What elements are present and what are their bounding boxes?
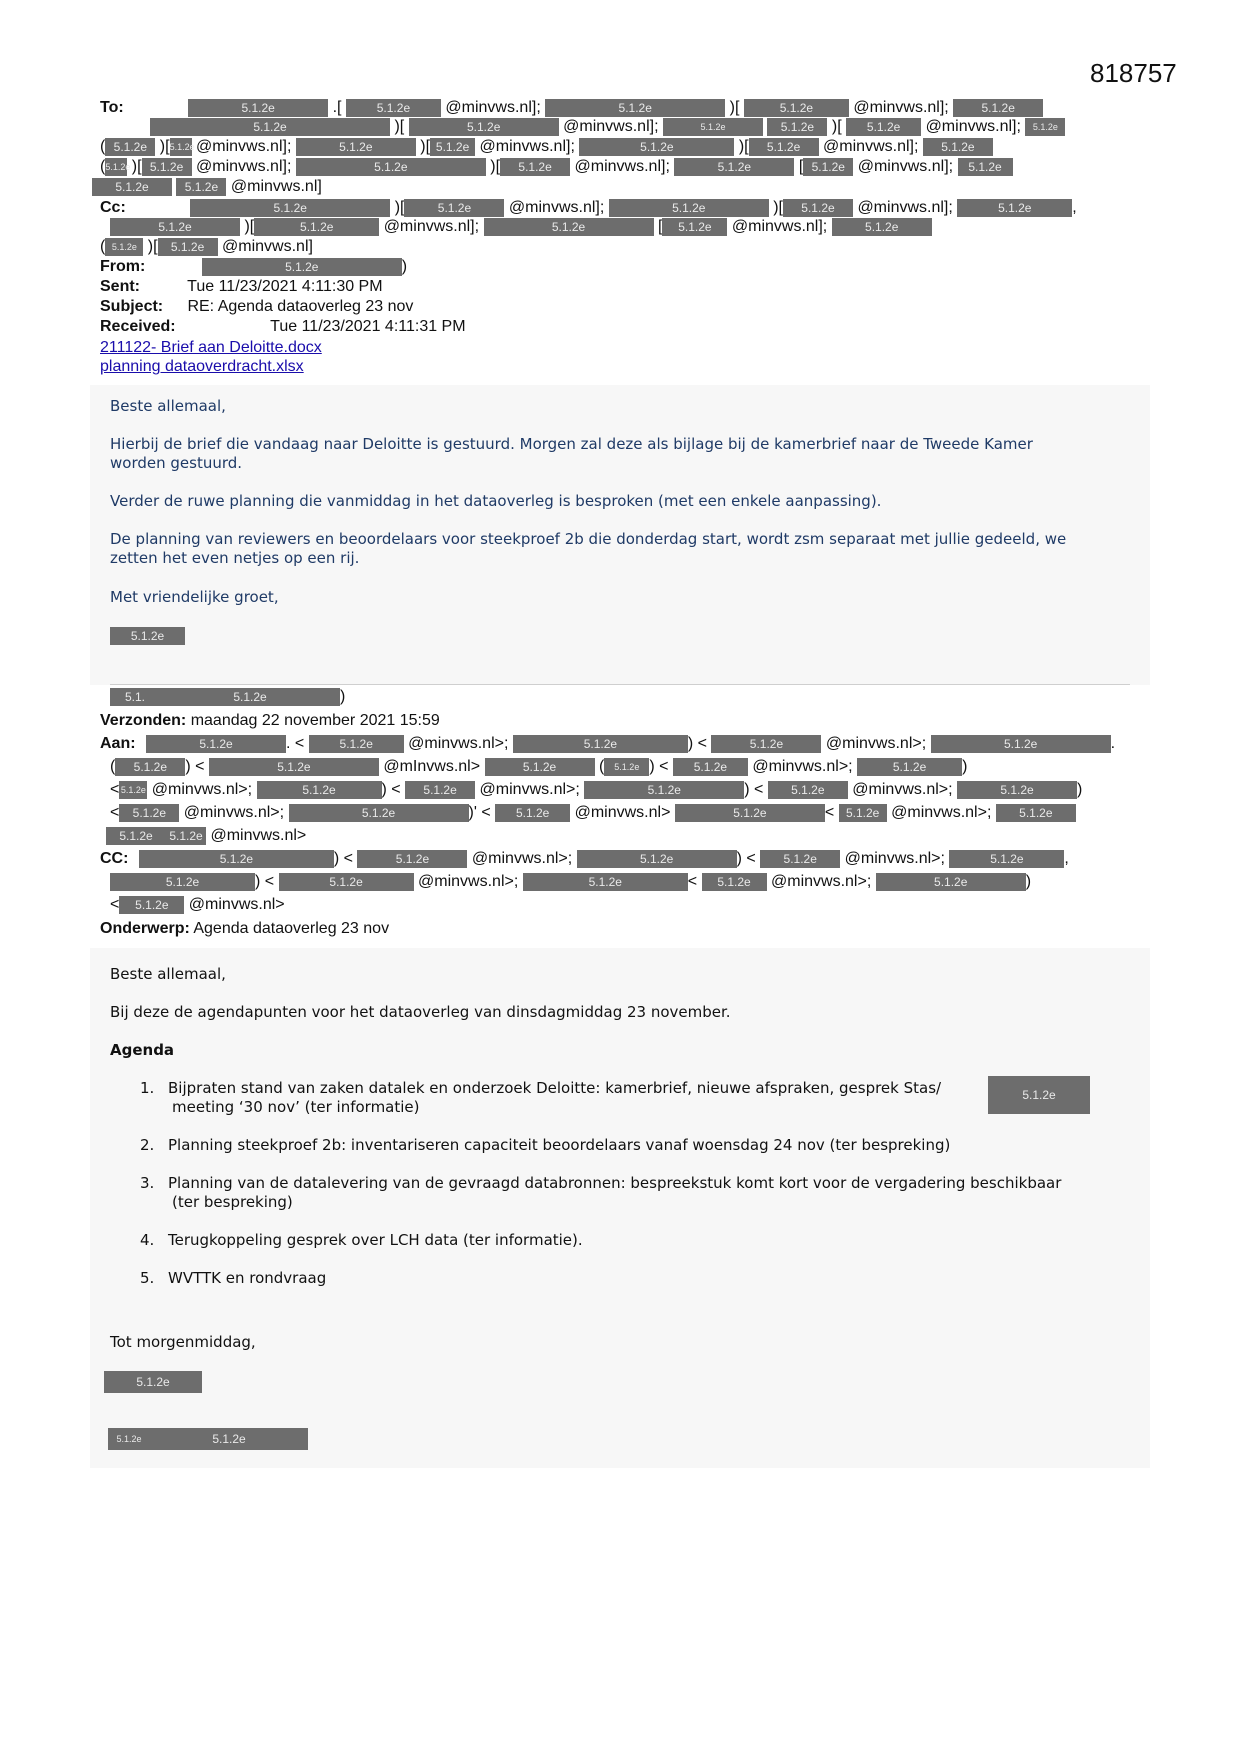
email1-paragraph-1: Hierbij de brief die vandaag naar Deloitte is gestuurd. Morgen zal deze als bijlage bij de kamerbrief naar de Tweede Kamer bbox=[110, 435, 1033, 453]
redaction: 5.1.2e bbox=[675, 804, 825, 822]
redaction: 5.1.2e bbox=[484, 218, 654, 236]
redaction: 5.1.2e bbox=[949, 850, 1064, 868]
redaction: 5.1.2e bbox=[405, 781, 475, 799]
aan-line-4: < 5.1.2e @minvws.nl>; 5.1.2e )' < 5.1.2e @minvws.nl> 5.1.2e < 5.1.2e @minvws.nl>; 5.1.2e bbox=[110, 804, 1076, 822]
agenda-title: Agenda bbox=[110, 1041, 175, 1059]
subject-label: Subject: bbox=[100, 298, 164, 315]
email2-greeting: Beste allemaal, bbox=[110, 965, 226, 983]
to-label: To: bbox=[100, 99, 124, 117]
agenda-item-3 bbox=[140, 1174, 1061, 1193]
redaction: 5.1.2e bbox=[170, 138, 192, 156]
verzonden-label: Verzonden: bbox=[100, 712, 187, 729]
redaction: 5.1.2e bbox=[166, 827, 206, 845]
redaction: 5.1.2e bbox=[485, 758, 595, 776]
email2-signature bbox=[104, 1371, 202, 1393]
redaction: 5.1.2e bbox=[957, 199, 1072, 217]
redaction: 5.1.2e bbox=[188, 99, 328, 117]
redaction: 5.1.2e bbox=[931, 735, 1111, 753]
redaction: 5.1.2e bbox=[104, 1371, 202, 1393]
redaction: 5.1.2e bbox=[139, 850, 334, 868]
to-line-3: ( 5.1.2e )[5.1.2e @minvws.nl]; 5.1.2e )[ 5.1.2e @minvws.nl]; 5.1.2e )[ 5.1.2e @minvws.nl]; 5.1.2e bbox=[100, 138, 993, 156]
aan-line-3: <5.1.2e @minvws.nl>; 5.1.2e ) < 5.1.2e @minvws.nl>; 5.1.2e ) < 5.1.2e @minvws.nl>; 5.1.2e ) bbox=[110, 781, 1083, 799]
email1-paragraph-3-cont: zetten het even netjes op een rij. bbox=[110, 549, 360, 567]
redaction: 5.1.2e bbox=[702, 873, 767, 891]
redaction: 5.1.2e bbox=[545, 99, 725, 117]
sent-line bbox=[100, 278, 383, 296]
agenda-item-1 bbox=[140, 1079, 941, 1098]
redaction: 5.1.2e bbox=[146, 735, 286, 753]
agenda-item-5 bbox=[140, 1269, 326, 1288]
agenda-item-text: Planning steekproef 2b: inventariseren capaciteit beoordelaars vanaf woensdag 24 nov (ter bespreking) bbox=[168, 1136, 951, 1154]
redaction: 5.1.2e bbox=[876, 873, 1026, 891]
agenda-item-text: WVTTK en rondvraag bbox=[168, 1269, 327, 1287]
redaction: 5.1.2e bbox=[92, 178, 172, 196]
redaction: 5.1. bbox=[110, 688, 160, 706]
onderwerp-label: Onderwerp: bbox=[100, 920, 190, 937]
cc2-line-2: 5.1.2e ) < 5.1.2e @minvws.nl>; 5.1.2e < 5.1.2e @minvws.nl>; 5.1.2e ) bbox=[110, 873, 1031, 891]
agenda-item-number: 1. bbox=[140, 1079, 155, 1097]
agenda-item-text: Planning van de datalevering van de gevraagd databronnen: bespreekstuk komt kort voor de vergadering beschikbaar bbox=[168, 1174, 1062, 1192]
document-number: 818757 bbox=[1090, 58, 1177, 88]
redaction: 5.1.2e bbox=[923, 138, 993, 156]
agenda-item-1-redaction bbox=[988, 1076, 1090, 1114]
cc-line-2: 5.1.2e )[ 5.1.2e @minvws.nl]; 5.1.2e [ 5.1.2e @minvws.nl]; 5.1.2e bbox=[110, 218, 932, 236]
redaction: 5.1.2e bbox=[279, 873, 414, 891]
redaction: 5.1.2e bbox=[749, 138, 819, 156]
email2-intro: Bij deze de agendapunten voor het dataoverleg van dinsdagmiddag 23 november. bbox=[110, 1003, 731, 1021]
redaction: 5.1.2e bbox=[523, 873, 688, 891]
agenda-item-3-cont: (ter bespreking) bbox=[172, 1193, 293, 1211]
redaction: 5.1.2e bbox=[176, 178, 226, 196]
from-line-2: 5.1. 5.1.2e ) bbox=[110, 688, 345, 706]
redaction: 5.1.2e bbox=[673, 758, 748, 776]
separator-line bbox=[110, 684, 1130, 685]
redaction: 5.1.2e bbox=[110, 218, 240, 236]
aan-line-1: Aan: 5.1.2e . < 5.1.2e @minvws.nl>; 5.1.2e ) < 5.1.2e @minvws.nl>; 5.1.2e . bbox=[100, 735, 1116, 753]
redaction: 5.1.2e bbox=[209, 758, 379, 776]
redaction: 5.1.2e bbox=[254, 218, 379, 236]
redaction: 5.1.2e bbox=[957, 781, 1077, 799]
redaction: 5.1.2e bbox=[988, 1076, 1090, 1114]
agenda-item-4 bbox=[140, 1231, 583, 1250]
sent-value: Tue 11/23/2021 4:11:30 PM bbox=[187, 278, 383, 295]
redaction: 5.1.2e bbox=[110, 873, 255, 891]
redaction: 5.1.2e bbox=[150, 118, 390, 136]
redaction: 5.1.2e bbox=[150, 1428, 308, 1450]
redaction: 5.1.2e bbox=[409, 118, 559, 136]
received-label: Received: bbox=[100, 318, 176, 335]
redaction: 5.1.2e bbox=[119, 781, 147, 799]
redaction: 5.1.2e bbox=[500, 158, 570, 176]
redaction: 5.1.2e bbox=[105, 158, 127, 176]
redaction: 5.1.2e bbox=[289, 804, 469, 822]
email1-greeting: Beste allemaal, bbox=[110, 397, 226, 415]
redaction: 5.1.2e bbox=[577, 850, 737, 868]
redaction: 5.1.2e bbox=[846, 118, 921, 136]
redaction: 5.1.2e bbox=[609, 199, 769, 217]
redaction: 5.1.2e bbox=[108, 1428, 150, 1450]
redaction: 5.1.2e bbox=[662, 218, 727, 236]
verzonden-value: maandag 22 november 2021 15:59 bbox=[190, 712, 440, 729]
redaction: 5.1.2e bbox=[106, 827, 166, 845]
cc2-line-3: < 5.1.2e @minvws.nl> bbox=[110, 896, 285, 914]
redaction: 5.1.2e bbox=[190, 199, 390, 217]
redaction: 5.1.2e bbox=[674, 158, 794, 176]
redaction: 5.1.2e bbox=[768, 781, 848, 799]
cc-label: Cc: bbox=[100, 199, 126, 217]
redaction: 5.1.2e bbox=[579, 138, 734, 156]
redaction: 5.1.2e bbox=[839, 804, 887, 822]
email1-signature bbox=[110, 627, 185, 645]
agenda-item-number: 5. bbox=[140, 1269, 155, 1287]
email1-paragraph-3: De planning van reviewers en beoordelaars voor steekproef 2b die donderdag start, wordt zsm separaat met jullie gedeeld, we bbox=[110, 530, 1067, 548]
sent-label: Sent: bbox=[100, 278, 140, 295]
agenda-item-number: 3. bbox=[140, 1174, 155, 1192]
redaction: 5.1.2e bbox=[495, 804, 570, 822]
redaction: 5.1.2e bbox=[760, 850, 840, 868]
redaction: 5.1.2e bbox=[309, 735, 404, 753]
redaction: 5.1.2e bbox=[110, 627, 185, 645]
cc2-line-1: CC: 5.1.2e ) < 5.1.2e @minvws.nl>; 5.1.2e ) < 5.1.2e @minvws.nl>; 5.1.2e , bbox=[100, 850, 1069, 868]
cc-line-1: Cc: 5.1.2e )[ 5.1.2e @minvws.nl]; 5.1.2e )[ 5.1.2e @minvws.nl]; 5.1.2e , bbox=[100, 199, 1077, 217]
aan-line-2: ( 5.1.2e ) < 5.1.2e @mInvws.nl> 5.1.2e ( 5.1.2e ) < 5.1.2e @minvws.nl>; 5.1.2e ) bbox=[110, 758, 968, 776]
redaction: 5.1.2e bbox=[119, 896, 184, 914]
to-line-4: (5.1.2e )[ 5.1.2e @minvws.nl]; 5.1.2e )[ 5.1.2e @minvws.nl]; 5.1.2e [ 5.1.2e @minvws.nl]; 5.1.2e bbox=[100, 158, 1013, 176]
redaction: 5.1.2e bbox=[115, 758, 185, 776]
aan-line-5: 5.1.2e 5.1.2e @minvws.nl> bbox=[106, 827, 306, 845]
redaction: 5.1.2e bbox=[357, 850, 467, 868]
redaction: 5.1.2e bbox=[803, 158, 853, 176]
redaction: 5.1.2e bbox=[158, 238, 218, 256]
agenda-item-text: Bijpraten stand van zaken datalek en onderzoek Deloitte: kamerbrief, nieuwe afspraken, gesprek Stas/ bbox=[168, 1079, 942, 1097]
redaction: 5.1.2e bbox=[744, 99, 849, 117]
subject-value: RE: Agenda dataoverleg 23 nov bbox=[187, 298, 414, 315]
to-line-2: 5.1.2e )[ 5.1.2e @minvws.nl]; 5.1.2e 5.1.2e )[ 5.1.2e @minvws.nl]; 5.1.2e bbox=[150, 118, 1065, 136]
email1-paragraph-2: Verder de ruwe planning die vanmiddag in het dataoverleg is besproken (met een enkele aanpassing). bbox=[110, 492, 882, 510]
redaction: 5.1.2e bbox=[202, 258, 402, 276]
email2-closing: Tot morgenmiddag, bbox=[110, 1333, 256, 1351]
received-line bbox=[100, 318, 466, 336]
redaction: 5.1.2e bbox=[430, 138, 475, 156]
to-line-5: 5.1.2e 5.1.2e @minvws.nl] bbox=[92, 178, 322, 196]
email1-closing: Met vriendelijke groet, bbox=[110, 588, 279, 606]
agenda-item-number: 4. bbox=[140, 1231, 155, 1249]
redaction: 5.1.2e bbox=[296, 138, 416, 156]
redaction: 5.1.2e bbox=[663, 118, 763, 136]
redaction: 5.1.2e bbox=[257, 781, 382, 799]
attachment-link-xlsx[interactable]: planning dataoverdracht.xlsx bbox=[100, 358, 304, 375]
redaction: 5.1.2e bbox=[513, 735, 688, 753]
email1-paragraph-1-cont: worden gestuurd. bbox=[110, 454, 243, 472]
redaction: 5.1.2e bbox=[584, 781, 744, 799]
redaction: 5.1.2e bbox=[783, 199, 853, 217]
redaction: 5.1.2e bbox=[346, 99, 441, 117]
from-label: From: bbox=[100, 258, 146, 276]
cc-line-3: ( 5.1.2e )[ 5.1.2e @minvws.nl] bbox=[100, 238, 313, 256]
subject-line bbox=[100, 298, 413, 316]
redaction: 5.1.2e bbox=[105, 138, 155, 156]
redaction: 5.1.2e bbox=[119, 804, 179, 822]
redaction: 5.1.2e bbox=[105, 238, 143, 256]
redaction: 5.1.2e bbox=[996, 804, 1076, 822]
redaction: 5.1.2e bbox=[142, 158, 192, 176]
redaction: 5.1.2e bbox=[604, 758, 649, 776]
agenda-item-text: Terugkoppeling gesprek over LCH data (ter informatie). bbox=[168, 1231, 583, 1249]
redaction: 5.1.2e bbox=[1025, 118, 1065, 136]
agenda-item-number: 2. bbox=[140, 1136, 155, 1154]
onderwerp-value: Agenda dataoverleg 23 nov bbox=[193, 920, 390, 937]
redaction: 5.1.2e bbox=[404, 199, 504, 217]
redaction: 5.1.2e bbox=[857, 758, 962, 776]
to-line-1: To: 5.1.2e .[ 5.1.2e @minvws.nl]; 5.1.2e )[ 5.1.2e @minvws.nl]; 5.1.2e bbox=[100, 99, 1043, 117]
redaction: 5.1.2e bbox=[296, 158, 486, 176]
redaction: 5.1.2e bbox=[711, 735, 821, 753]
redaction: 5.1.2e bbox=[160, 688, 340, 706]
redaction: 5.1.2e bbox=[958, 158, 1013, 176]
onderwerp-line bbox=[100, 920, 389, 938]
attachment-link-docx[interactable]: 211122- Brief aan Deloitte.docx bbox=[100, 339, 322, 356]
redaction: 5.1.2e bbox=[953, 99, 1043, 117]
agenda-item-2 bbox=[140, 1136, 950, 1155]
email2-signature-2 bbox=[108, 1428, 308, 1450]
cc2-label: CC: bbox=[100, 850, 129, 868]
redaction: 5.1.2e bbox=[832, 218, 932, 236]
aan-label: Aan: bbox=[100, 735, 136, 753]
agenda-item-1-cont: meeting ‘30 nov’ (ter informatie) bbox=[172, 1098, 420, 1116]
from-line: From: 5.1.2e ) bbox=[100, 258, 408, 276]
received-value: Tue 11/23/2021 4:11:31 PM bbox=[270, 318, 466, 335]
redaction: 5.1.2e bbox=[767, 118, 827, 136]
verzonden-line bbox=[100, 712, 440, 730]
